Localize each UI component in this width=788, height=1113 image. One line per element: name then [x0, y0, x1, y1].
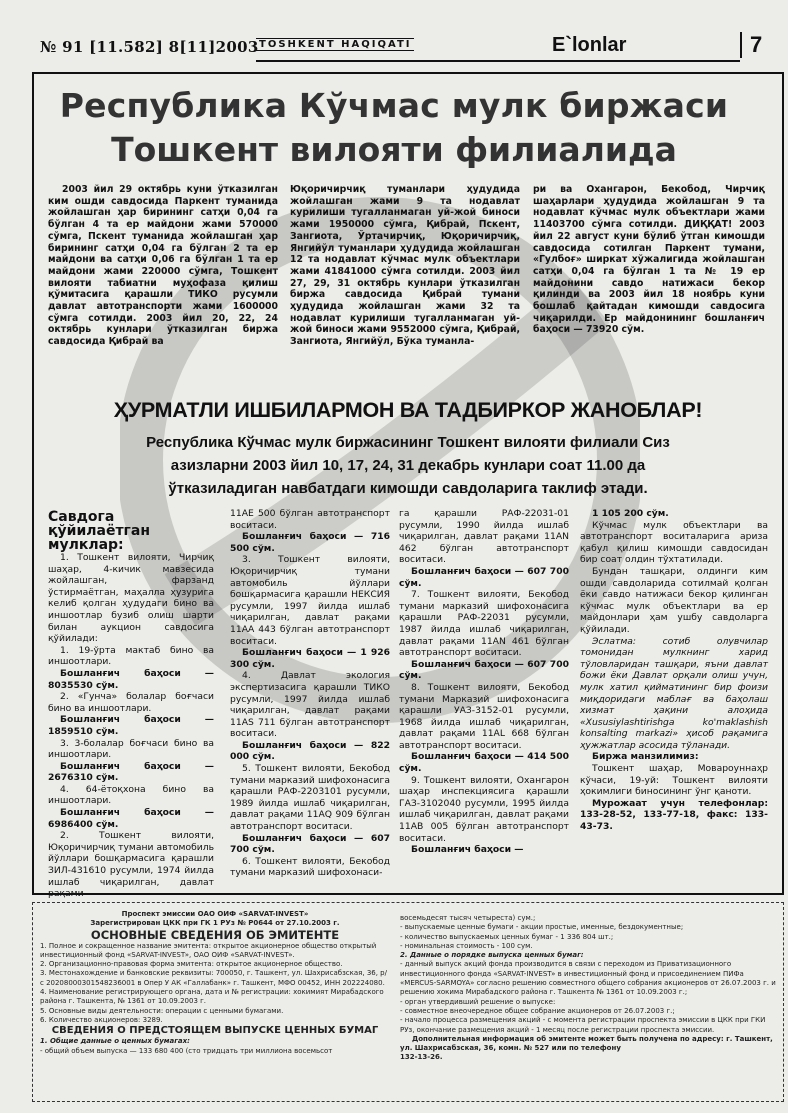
notice-item: - орган утвердивший решение о выпуске: — [400, 997, 556, 1006]
notice-item: 1. Полное и сокращенное название эмитента: открытое акционерное общество открытый инвестиционный фонд «SARVAT-INVEST», ОАО ОИФ «SARVAT-INVEST». — [40, 941, 377, 959]
notice-registered: Зарегистрирован ЦКК при ГК 1 РУз № Р0644 от 27.10.2003 г. — [90, 919, 340, 928]
notice-item: - количество выпускаемых ценных бумаг - 1 336 804 шт.; — [400, 932, 614, 941]
notice-heading: ОСНОВНЫЕ СВЕДЕНИЯ ОБ ЭМИТЕНТЕ — [90, 927, 340, 942]
lot-text: 2. Тошкент вилояти, Юқоричирчиқ тумани автомобиль йўллари бошқармасига қарашли ЗИЛ-431610 русумли, 1974 йилда ишлаб чиқарилган, давлат рақами — [48, 830, 214, 900]
lot-text: 4. Давлат экология экспертизасига қарашли ТИКО русумли, 1997 йилда ишлаб чиқарилган, давлат рақами 11АS 711 бўлган автотранспорт воситаси. — [230, 670, 390, 740]
lot-text: Кўчмас мулк объектлари ва автотранспорт воситаларига ариза қабул қилиш кимошди савдосидан бир соат олдин тўхтатилади. — [580, 519, 768, 566]
notice-item: восемьдесят тысяч четыреста) сум.; — [400, 914, 536, 922]
notice-right-items — [400, 914, 776, 951]
intro-col-1 — [48, 184, 278, 348]
notice-item: 4. Наименование регистрирующего органа, дата и № регистрации: хокимият Мирабадского района г. Ташкента, № 1361 от 10.09.2003 г. — [40, 988, 384, 1006]
lot-text: 3. Тошкент вилояти, Юқоричирчиқ тумани автомобиль йўллари бошқармасига қарашли НЕКСИЯ русумли, 1997 йилда ишлаб чиқарилган, давлат рақами 11АА 443 бўлган автотранспорт воситаси. — [230, 554, 390, 647]
lot-price: Бошланғич баҳоси — 6986400 сўм. — [48, 807, 214, 830]
lot-text: 7. Тошкент вилояти, Бекобод тумани марказий шифохонасига қарашли РАФ-22031 русумли, 1987 йилда ишлаб чиқарилган, давлат рақами 11AN 461 бўлган автотранспорт воситаси. — [399, 589, 569, 659]
lot-text: Бундан ташқари, олдинги ким ошди савдоларида сотилмай қолган ёки савдо натижаси бекор қилинган кўчмас мулк объектлари ва ер майдонлари ҳам ушбу савдоларга қўйилади. — [580, 565, 768, 635]
intro-col-3 — [533, 184, 765, 336]
notice-sub2: 2. Данные о порядке выпуска ценных бумаг: — [400, 951, 584, 960]
lots-col-3 — [399, 508, 569, 856]
lot-text: 2. «Гунча» болалар боғчаси бино ва иншоотлари. — [48, 691, 214, 714]
notice-item: - номинальная стоимость - 100 сум. — [400, 941, 533, 950]
notice-subheading: СВЕДЕНИЯ О ПРЕДСТОЯЩЕМ ВЫПУСКЕ ЦЕННЫХ БУМАГ — [51, 1025, 379, 1037]
notice-item: - выпускаемые ценные бумаги - акции простые, именные, бездокументные; — [400, 923, 684, 932]
notice-items — [40, 942, 390, 1026]
intro-text-3: ри ва Охангарон, Бекобод, Чирчиқ шаҳарлари ҳудудида жойлашган 9 та нодавлат кўчмас мулк объектлари жами 11403700 сўмга сотилди. ДИҚҚАТ! 2003 йил 22 август куни бўлиб ўтган кимошди савдосида сотилган Паркент тумани, «Гулбоғ» ширкат хўжалигида жойлашган сатҳи 0,04 га бўлган 1 та № 19 ер майдонини савдо натижаси бекор қилинди ва 2003 йил 18 ноябрь куни бошлаб қайтадан кимошди савдосига чиқарилди. Ер майдонининг бошланғич баҳоси — 73920 сўм. — [533, 184, 765, 336]
notice-sub1: 1. Общие данные о ценных бумагах: — [40, 1037, 190, 1046]
intro-text-1: 2003 йил 29 октябрь куни ўтказилган ким ошди савдосида Паркент туманида жойлашган ҳар бирининг сатҳи 0,04 га бўлган 4 та ер майдони жами 570000 сўмга, Пскент туманида жойлашган ҳар бирининг сатҳи 0,04 га бўлган 2 та ер майдони ва сатҳи 0,06 га бўлган 1 та ер майдони жами 220000 сўмга, Тошкент вилояти табиатни муҳофаза қилиш қўмитасига қарашли ТИКО русумли давлат автотранспорти жами 1600000 сўмга сотилди. 2003 йил 20, 22, 24 октябрь кунлари ўтказилган биржа савдосида Қибрай ва — [48, 184, 278, 348]
banner-invite-3: ўтказиладиган навбатдаги кимошди савдоларига таклиф этади. — [168, 480, 648, 497]
lot-price: Мурожаат учун телефонлар: 133-28-52, 133-77-18, факс: 133-43-73. — [580, 797, 768, 833]
lot-price: Бошланғич баҳоси — 414 500 сўм. — [399, 751, 569, 775]
page-header — [20, 30, 780, 64]
lot-text: Тошкент шаҳар, Мовароуннаҳр кўчаси, 19-уй: Тошкент вилояти ҳокимлиги биносининг ўнг қаноти. — [580, 763, 768, 798]
lot-text: 6. Тошкент вилояти, Бекобод тумани марказий шифохонаси- — [230, 855, 390, 879]
lot-text: 8. Тошкент вилояти, Бекобод тумани Марказий шифохонасига қарашли УАЗ-3152-01 русумли, 1968 йилда ишлаб чиқарилган, давлат рақами 11AL 668 бўлган автотранспорт воситаси. — [399, 681, 569, 751]
intro-col-2 — [290, 184, 520, 348]
notice-left — [40, 910, 390, 1056]
lot-price: Бошланғич баҳоси — 1 926 300 сўм. — [230, 647, 390, 670]
lot-price: Бошланғич баҳоси — 822 000 сўм. — [230, 739, 390, 763]
lots-col-4 — [580, 508, 768, 833]
notice-item: - начало процесса размещения акций - с момента регистрации проспекта эмиссии в ЦКК при ГКИ РУз, окончание размещения акций - 1 месяц после регистрации проспекта эмиссии. — [400, 1016, 766, 1034]
issue-number: № 91 [11.582] 8[11]2003 — [40, 38, 259, 56]
lot-price: Бошланғич баҳоси — 1859510 сўм. — [48, 714, 214, 737]
page-title-line1: Республика Кўчмас мулк биржаси — [59, 86, 729, 125]
notice-sub1-item: - общий объем выпуска — 133 680 400 (сто тридцать три миллиона восемьсот — [40, 1046, 333, 1055]
page-number: 7 — [750, 32, 763, 57]
lots-col-2 — [230, 508, 390, 879]
lot-text: 5. Тошкент вилояти, Бекобод тумани марказий шифохонасига қарашли РАФ-2203101 русумли, 1989 йилда ишлаб чиқарилган, давлат рақами 11АQ 909 бўлган автотранспорт воситаси. — [230, 763, 390, 833]
notice-item: 5. Основные виды деятельности: операции с ценными бумагами. — [40, 1006, 284, 1015]
banner-invite-2: азизларни 2003 йил 10, 17, 24, 31 декабрь кунлари соат 11.00 да — [170, 457, 646, 474]
notice-item: - данный выпуск акций фонда производится в связи с переходом из Приватизационного инвестиционного фонда «SARVAT-INVEST» в инвестиционный фонд и присоединением ПИФа «MERCUS-SARMOYA» согласно решению совместного общего собрания акционеров от 26.07.2003 г. и решению хокима Мирабадского района г. Ташкента № 1361 от 10.09.2003 г.; — [400, 960, 776, 997]
notice-footer-1: Дополнительная информация об эмитенте может быть получена по адресу: г. Ташкент, ул. Шахрисабзская, 36, комн. № 527 или по телефону — [400, 1034, 773, 1053]
header-rule — [256, 60, 740, 62]
banner-invite-1: Республика Кўчмас мулк биржасининг Тошкент вилояти филиали Сиз — [146, 434, 670, 451]
header-divider — [740, 32, 742, 58]
lot-text: 9. Тошкент вилояти, Охангарон шаҳар инспекциясига қарашли ГАЗ-3102040 русумли, 1995 йилда ишлаб чиқарилган, давлат рақами 11АВ 005 бўлган автотранспорт воситаси. — [399, 774, 569, 844]
lot-price: Бошланғич баҳоси — — [411, 844, 524, 856]
notice-footer-2: 132-13-26. — [400, 1053, 443, 1062]
intro-text-2: Юқоричирчиқ туманлари ҳудудида жойлашган жами 9 та нодавлат курилиши тугалланмаган уй-жой биноси жами 1950000 сўмга, Қибрай, Пскент, Зангиота, Ўртачирчиқ, Юқоричирчиқ, Янгийўл туманлари ҳудудида жойлашган 12 та нодавлат кўчмас мулк объектлари жами 41841000 сўмга сотилди. 2003 йил 27, 29, 31 октябрь кунлари ўтказилган биржа савдосида Қибрай тумани ҳудудида жойлашган жами 32 та нодавлат курилиши тугалланмаган уй-жой биноси жами 9552000 сўмга, Қибрай, Зангиота, Янгийўл, Бўка туманла- — [290, 184, 520, 348]
notice-item: 3. Местонахождение и банковские реквизиты: 700050, г. Ташкент, ул. Шахрисабзская, 36, р/с 20208000301548236001 в Опер У АК «Галлабанк» г. Ташкент, МФО 00452, ИНН 202224080. — [40, 969, 387, 987]
masthead: TOSHKENT HAQIQATI — [256, 38, 414, 51]
lot-price: Бошланғич баҳоси — 8035530 сўм. — [48, 667, 214, 691]
lot-text: 1. Тошкент вилояти, Чирчиқ шаҳар, 4-кичик мавзесида жойлашган, фарзанд ўстирмаётган, маҳалла ҳузурига келиб қолган ҳудудаги бино ва иншоотлар бузиб олиш шарти билан аукцион савдосига қўйилади: — [48, 552, 214, 645]
lot-price: Бошланғич баҳоси — 607 700 сўм. — [399, 658, 569, 682]
notice-right — [400, 914, 776, 1063]
lot-text: 3. 3-болалар боғчаси бино ва иншоотлари. — [48, 737, 214, 761]
lot-text: 4. 64-ётоқхона бино ва иншоотлари. — [48, 783, 214, 807]
notice-right-items-2 — [400, 960, 776, 1034]
lots-col-1 — [48, 510, 214, 900]
lot-price: Бошланғич баҳоси — 607 700 сўм. — [399, 565, 569, 589]
lot-price: Бошланғич баҳоси — 716 500 сўм. — [230, 531, 390, 554]
notice-prospect: Проспект эмиссии ОАО ОИФ «SARVAT-INVEST» — [121, 910, 309, 918]
lot-price: Биржа манзилимиз: — [592, 751, 699, 763]
notice-item: 2. Организационно-правовая форма эмитента: открытое акционерное общество. — [40, 960, 343, 969]
page-title-line2: Тошкент вилояти филиалида — [111, 130, 677, 169]
lot-text: га қарашли РАФ-22031-01 русумли, 1990 йилда ишлаб чиқарилган, давлат рақами 11AN 462 бўлган автотранспорт воситаси. — [399, 508, 569, 566]
lot-text: Эслатма: сотиб олувчилар томонидан мулкнинг харид тўловларидан ташқари, яъни давлат божи ёки Давлат орқали олиш учун, мулк хатил қийматининг бир фоизи миқдоридаги маблағ ва баҳолаш хизмат ҳақини алоҳида «Xususiylashtirishga ko'maklashish konsalting markazi» ҳисоб рақамига ҳужжатлар асосида тўланади. — [580, 635, 768, 751]
notice-item: - совместное внеочередное общее собрание акционеров от 26.07.2003 г.; — [400, 1006, 675, 1015]
lot-price: 1 105 200 сўм. — [592, 508, 669, 519]
lots-heading: Савдога қўйилаётган мулклар: — [48, 509, 150, 553]
lot-text: 11АЕ 500 бўлган автотранспорт воситаси. — [230, 508, 390, 531]
lot-price: Бошланғич баҳоси — 2676310 сўм. — [48, 760, 214, 784]
lot-text: 1. 19-ўрта мактаб бино ва иншоотлари. — [48, 644, 214, 668]
banner-headline: ҲУРМАТЛИ ИШБИЛАРМОН ВА ТАДБИРКОР ЖАНОБЛАР! — [113, 398, 703, 422]
section-title: E`lonlar — [552, 34, 627, 56]
lot-price: Бошланғич баҳоси — 607 700 сўм. — [230, 832, 390, 856]
notice-item: 6. Количество акционеров: 3289. — [40, 1015, 163, 1024]
